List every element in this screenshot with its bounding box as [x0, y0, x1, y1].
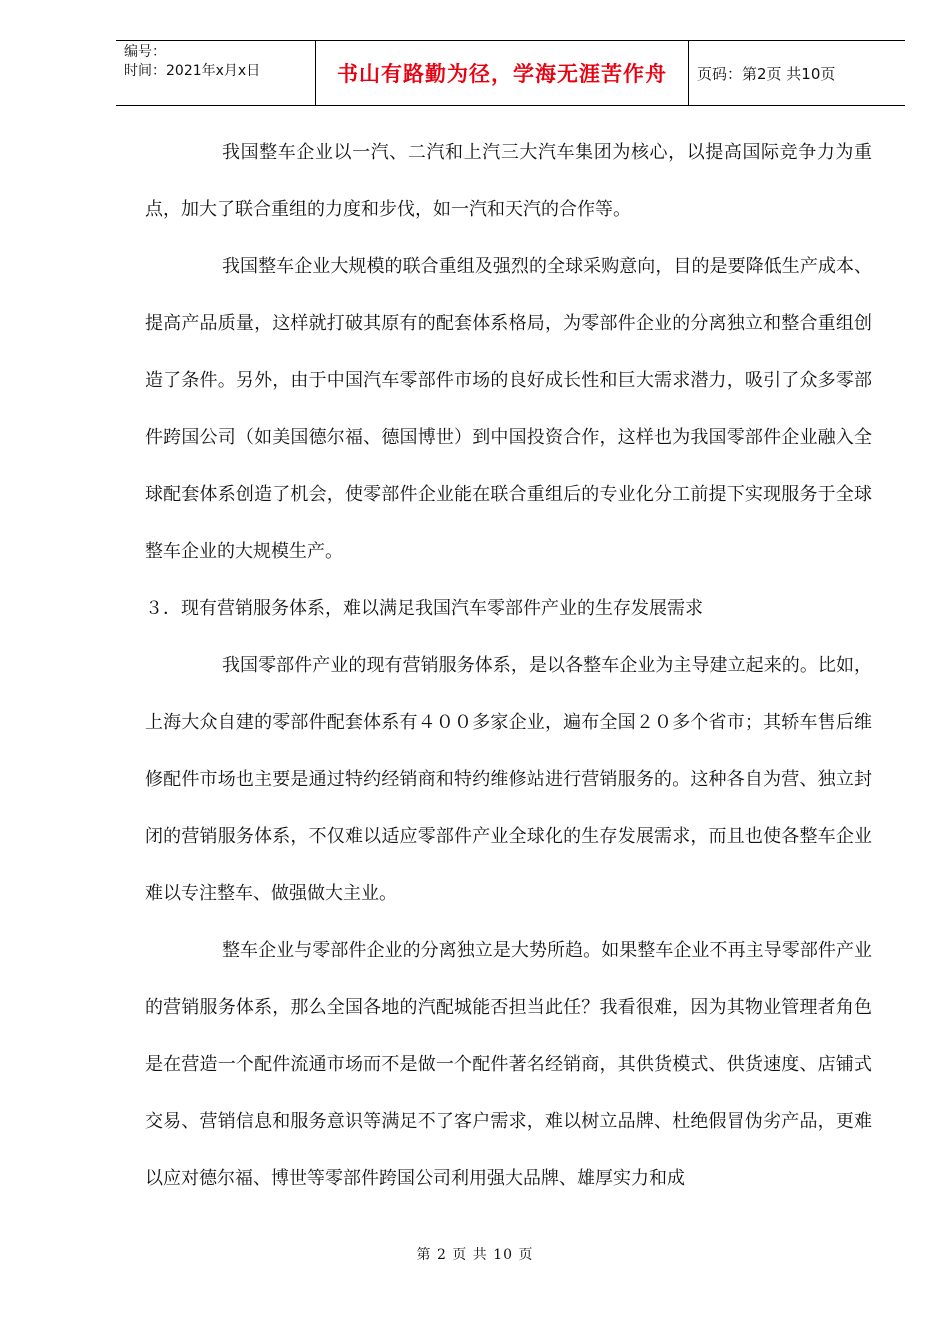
time-label: 时间：2021年x月x日: [124, 63, 261, 79]
page-footer: 第 2 页 共 10 页: [416, 1247, 534, 1263]
section-heading-3: ３．现有营销服务体系，难以满足我国汽车零部件产业的生存发展需求: [145, 598, 703, 619]
paragraph-1: 我国整车企业以一汽、二汽和上汽三大汽车集团为核心，以提高国际竞争力为重点，加大了联合重组的力度和步伐，如一汽和天汽的合作等。: [145, 142, 872, 220]
header-motto: 书山有路勤为径，学海无涯苦作舟: [316, 41, 689, 105]
paragraph-4: 整车企业与零部件企业的分离独立是大势所趋。如果整车企业不再主导零部件产业的营销服务体系，那么全国各地的汽配城能否担当此任？我看很难，因为其物业管理者角色是在营造一个配件流通市场而不是做一个配件著名经销商，其供货模式、供货速度、店铺式交易、营销信息和服务意识等满足不了客户需求，难以树立品牌、杜绝假冒伪劣产品，更难以应对德尔福、博世等零部件跨国公司利用强大品牌、雄厚实力和成: [145, 940, 872, 1189]
number-label: 编号：: [124, 44, 166, 60]
header-page-info: 页码：第2页 共10页: [697, 64, 836, 83]
document-body: [145, 124, 872, 1207]
paragraph-2: 我国整车企业大规模的联合重组及强烈的全球采购意向，目的是要降低生产成本、提高产品质量，这样就打破其原有的配套体系格局，为零部件企业的分离独立和整合重组创造了条件。另外，由于中国汽车零部件市场的良好成长性和巨大需求潜力，吸引了众多零部件跨国公司（如美国德尔福、德国博世）到中国投资合作，这样也为我国零部件企业融入全球配套体系创造了机会，使零部件企业能在联合重组后的专业化分工前提下实现服务于全球整车企业的大规模生产。: [145, 256, 872, 562]
page-header: [116, 40, 905, 106]
header-meta: [116, 41, 316, 105]
paragraph-3: 我国零部件产业的现有营销服务体系，是以各整车企业为主导建立起来的。比如，上海大众自建的零部件配套体系有４００多家企业，遍布全国２０多个省市；其轿车售后维修配件市场也主要是通过特约经销商和特约维修站进行营销服务的。这种各自为营、独立封闭的营销服务体系，不仅难以适应零部件产业全球化的生存发展需求，而且也使各整车企业难以专注整车、做强做大主业。: [145, 655, 872, 904]
